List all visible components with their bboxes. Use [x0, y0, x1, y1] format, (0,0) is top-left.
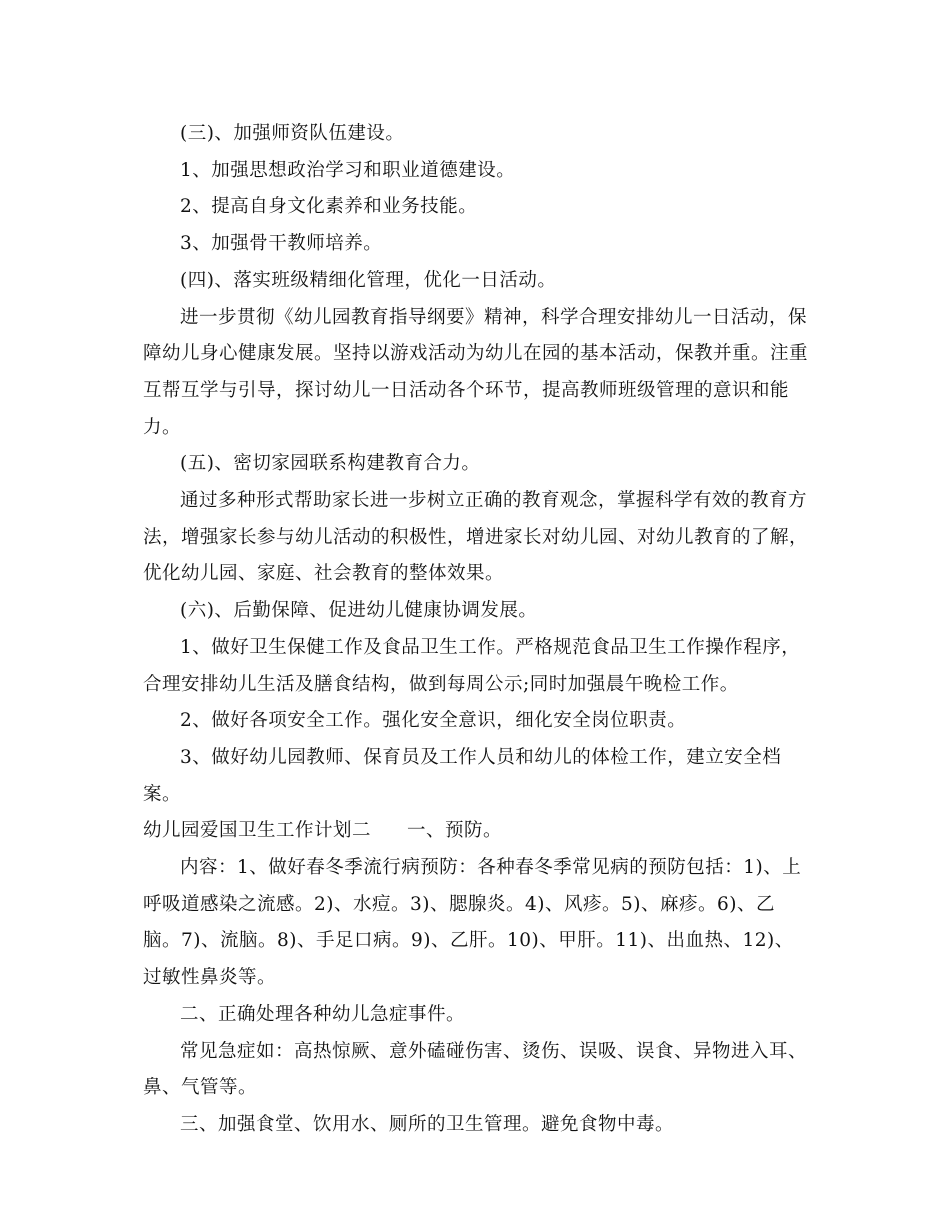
list-item: 2、提高自身文化素养和业务技能。 [180, 196, 478, 218]
body-paragraph: 常见急症如：高热惊厥、意外磕碰伤害、烫伤、误吸、误食、异物进入耳、鼻、气管等。 [143, 1040, 808, 1099]
plan-title-line [143, 813, 809, 850]
list-item: 2、做好各项安全工作。强化安全意识，细化安全岗位职责。 [180, 710, 687, 732]
list-item: 3、加强骨干教师培养。 [180, 233, 383, 255]
document-body [143, 116, 809, 1144]
plan-title: 幼儿园爱国卫生工作计划二 [143, 820, 372, 842]
section-heading-prevention: 一、预防。 [407, 820, 503, 842]
list-item: 1、加强思想政治学习和职业道德建设。 [180, 159, 516, 181]
body-paragraph: 通过多种形式帮助家长进一步树立正确的教育观念，掌握科学有效的教育方法，增强家长参与幼儿活动的积极性，增进家长对幼儿园、对幼儿教育的了解，优化幼儿园、家庭、社会教育的整体效果。 [143, 490, 809, 585]
body-paragraph: 进一步贯彻《幼儿园教育指导纲要》精神，科学合理安排幼儿一日活动，保障幼儿身心健康发展。坚持以游戏活动为幼儿在园的基本活动，保教并重。注重互帮互学与引导，探讨幼儿一日活动各个环节，提高教师班级管理的意识和能力。 [143, 306, 809, 438]
section-heading-teacher-team: (三)、加强师资队伍建设。 [180, 123, 405, 144]
list-item: 1、做好卫生保健工作及食品卫生工作。严格规范食品卫生工作操作程序，合理安排幼儿生活及膳食结构，做到每周公示;同时加强晨午晚检工作。 [143, 636, 801, 695]
section-heading-class-management: (四)、落实班级精细化管理，优化一日活动。 [180, 269, 557, 291]
section-heading-emergency: 二、正确处理各种幼儿急症事件。 [180, 1003, 466, 1025]
section-heading-hygiene: 三、加强食堂、饮用水、厕所的卫生管理。避免食物中毒。 [180, 1113, 675, 1135]
body-paragraph: 内容：1、做好春冬季流行病预防：各种春冬季常见病的预防包括：1)、上呼吸道感染之流感。2)、水痘。3)、腮腺炎。4)、风疹。5)、麻疹。6)、乙脑。7)、流脑。8)、手足口病。9)、乙肝。10)、甲肝。11)、出血热、12)、过敏性鼻炎等。 [143, 857, 802, 989]
section-heading-logistics: (六)、后勤保障、促进幼儿健康协调发展。 [180, 600, 538, 622]
list-item: 3、做好幼儿园教师、保育员及工作人员和幼儿的体检工作，建立安全档案。 [143, 746, 782, 805]
section-heading-home-school: (五)、密切家园联系构建教育合力。 [180, 453, 481, 475]
